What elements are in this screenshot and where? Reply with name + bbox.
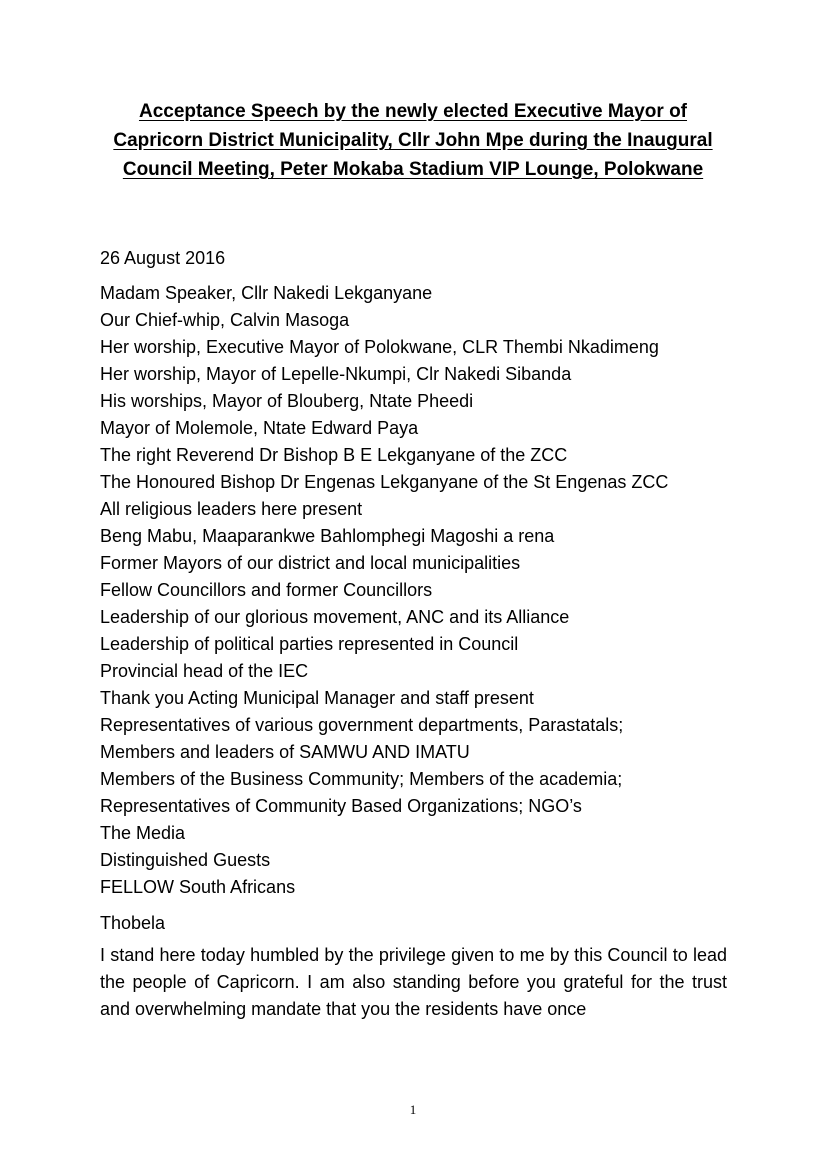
- salutation-line: All religious leaders here present: [100, 499, 363, 519]
- salutation-line: Leadership of political parties represented in Council: [100, 634, 519, 654]
- salutation-line: Beng Mabu, Maaparankwe Bahlomphegi Magoshi a rena: [100, 526, 555, 546]
- salutation-line: Her worship, Mayor of Lepelle-Nkumpi, Clr Nakedi Sibanda: [100, 364, 572, 384]
- salutation-line: Members of the Business Community; Members of the academia;: [100, 769, 623, 789]
- salutation-line: The right Reverend Dr Bishop B E Lekganyane of the ZCC: [100, 445, 568, 465]
- speech-date: 26 August 2016: [100, 248, 226, 268]
- salutation-line: Our Chief-whip, Calvin Masoga: [100, 310, 350, 330]
- salutation-line: Thank you Acting Municipal Manager and staff present: [100, 688, 534, 708]
- salutation-line: The Honoured Bishop Dr Engenas Lekganyane of the St Engenas ZCC: [100, 472, 669, 492]
- salutation-line: Distinguished Guests: [100, 850, 271, 870]
- salutation-line: Madam Speaker, Cllr Nakedi Lekganyane: [100, 283, 433, 303]
- salutation-line: FELLOW South Africans: [100, 877, 296, 897]
- salutation-line: Representatives of Community Based Organizations; NGO’s: [100, 796, 582, 816]
- document-title: Acceptance Speech by the newly elected Executive Mayor of Capricorn District Municipality, Cllr John Mpe during the Inaugural Council Meeting, Peter Mokaba Stadium VIP Lounge, Polokwane: [113, 101, 713, 180]
- salutation-line: Fellow Councillors and former Councillors: [100, 580, 433, 600]
- salutation-line: Mayor of Molemole, Ntate Edward Paya: [100, 418, 419, 438]
- page-number: 1: [409, 1102, 417, 1117]
- salutation-line: Former Mayors of our district and local municipalities: [100, 553, 521, 573]
- opening-paragraph: I stand here today humbled by the privilege given to me by this Council to lead the people of Capricorn. I am also standing before you grateful for the trust and overwhelming mandate that you the residents have once: [100, 945, 727, 1019]
- salutation-line: His worships, Mayor of Blouberg, Ntate Pheedi: [100, 391, 474, 411]
- greeting: Thobela: [100, 913, 166, 933]
- salutation-list: [100, 280, 740, 901]
- salutation-line: Leadership of our glorious movement, ANC and its Alliance: [100, 607, 570, 627]
- salutation-line: Provincial head of the IEC: [100, 661, 309, 681]
- salutation-line: Her worship, Executive Mayor of Polokwane, CLR Thembi Nkadimeng: [100, 337, 659, 357]
- salutation-line: Representatives of various government departments, Parastatals;: [100, 715, 624, 735]
- salutation-line: The Media: [100, 823, 186, 843]
- salutation-line: Members and leaders of SAMWU AND IMATU: [100, 742, 470, 762]
